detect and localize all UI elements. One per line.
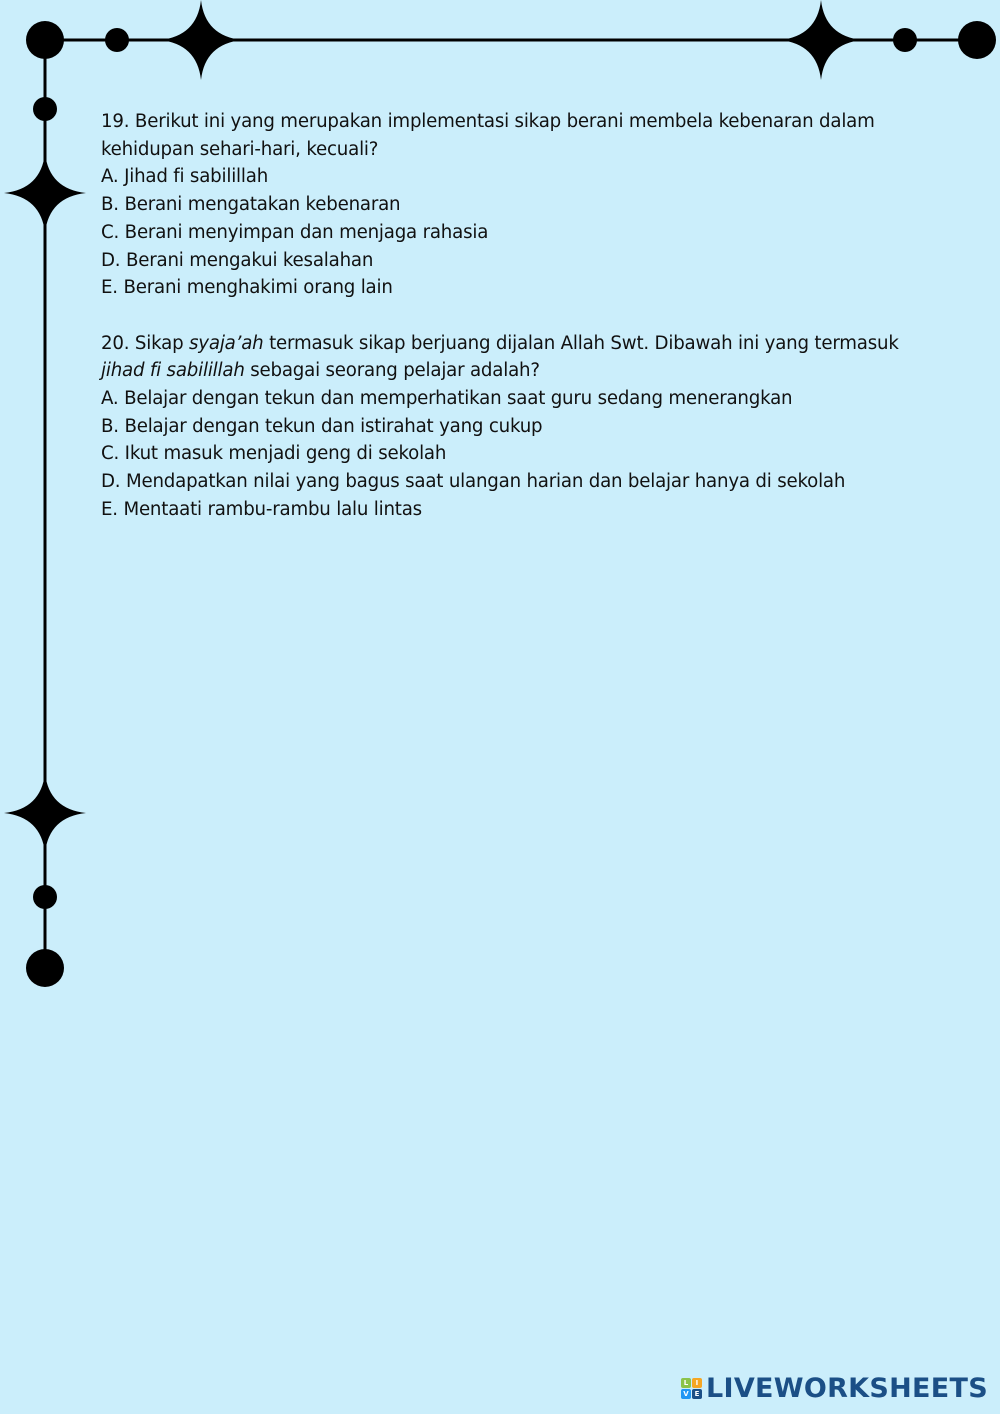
liveworksheets-logo[interactable] <box>681 1373 988 1404</box>
logo-grid-letter: L <box>681 1378 691 1388</box>
question-20-text-cont: jihad fi sabilillah sebagai seorang pelajar adalah? <box>101 360 540 382</box>
logo-grid-letter: E <box>692 1389 702 1399</box>
question-20-text: 20. Sikap syaja’ah termasuk sikap berjuang dijalan Allah Swt. Dibawah ini yang termasuk <box>101 332 899 354</box>
question-20 <box>101 330 921 524</box>
question-19 <box>101 108 921 302</box>
logo-grid-letter: V <box>681 1389 691 1399</box>
option-20-e: E. Mentaati rambu-rambu lalu lintas <box>101 498 422 520</box>
worksheet-content <box>101 108 921 524</box>
option-20-b: B. Belajar dengan tekun dan istirahat yang cukup <box>101 415 543 437</box>
option-19-d: D. Berani mengakui kesalahan <box>101 249 374 271</box>
option-19-e: E. Berani menghakimi orang lain <box>101 277 393 299</box>
option-19-c: C. Berani menyimpan dan menjaga rahasia <box>101 221 489 243</box>
logo-grid-letter: I <box>692 1378 702 1388</box>
logo-text: LIVEWORKSHEETS <box>705 1373 988 1404</box>
option-19-b: B. Berani mengatakan kebenaran <box>101 194 401 216</box>
option-20-d: D. Mendapatkan nilai yang bagus saat ulangan harian dan belajar hanya di sekolah <box>101 471 846 493</box>
option-20-a: A. Belajar dengan tekun dan memperhatikan saat guru sedang menerangkan <box>101 388 793 410</box>
question-19-text: 19. Berikut ini yang merupakan implementasi sikap berani membela kebenaran dalam <box>101 111 875 132</box>
question-19-text-cont: kehidupan sehari-hari, kecuali? <box>101 138 379 160</box>
option-19-a: A. Jihad fi sabilillah <box>101 166 269 188</box>
logo-grid-icon <box>681 1378 702 1399</box>
option-20-c: C. Ikut masuk menjadi geng di sekolah <box>101 443 447 465</box>
